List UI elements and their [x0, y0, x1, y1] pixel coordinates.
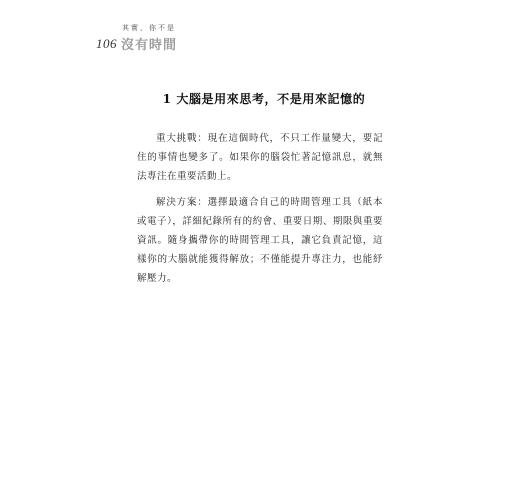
paragraph-solution: 解決方案：選擇最適合自己的時間管理工具（紙本或電子），詳細紀錄所有的約會、重要日期、期限與重要資訊。隨身攜帶你的時間管理工具，讓它負責記憶，這樣你的大腦就能獲得解放；不僅能提升專注力，也能紓解壓力。	[137, 197, 383, 284]
running-header	[96, 18, 256, 54]
book-title: 沒有時間	[121, 38, 178, 53]
page-content	[137, 90, 383, 295]
book-subtitle: 其實，你不是	[122, 24, 176, 32]
section-heading: 1 大腦是用來思考，不是用來記憶的	[162, 92, 366, 106]
paragraph-challenge: 重大挑戰：現在這個時代，不只工作量變大，要記住的事情也變多了。如果你的腦袋忙著記憶訊息，就無法專注在重要活動上。	[137, 133, 383, 182]
page-number: 106	[96, 36, 117, 51]
